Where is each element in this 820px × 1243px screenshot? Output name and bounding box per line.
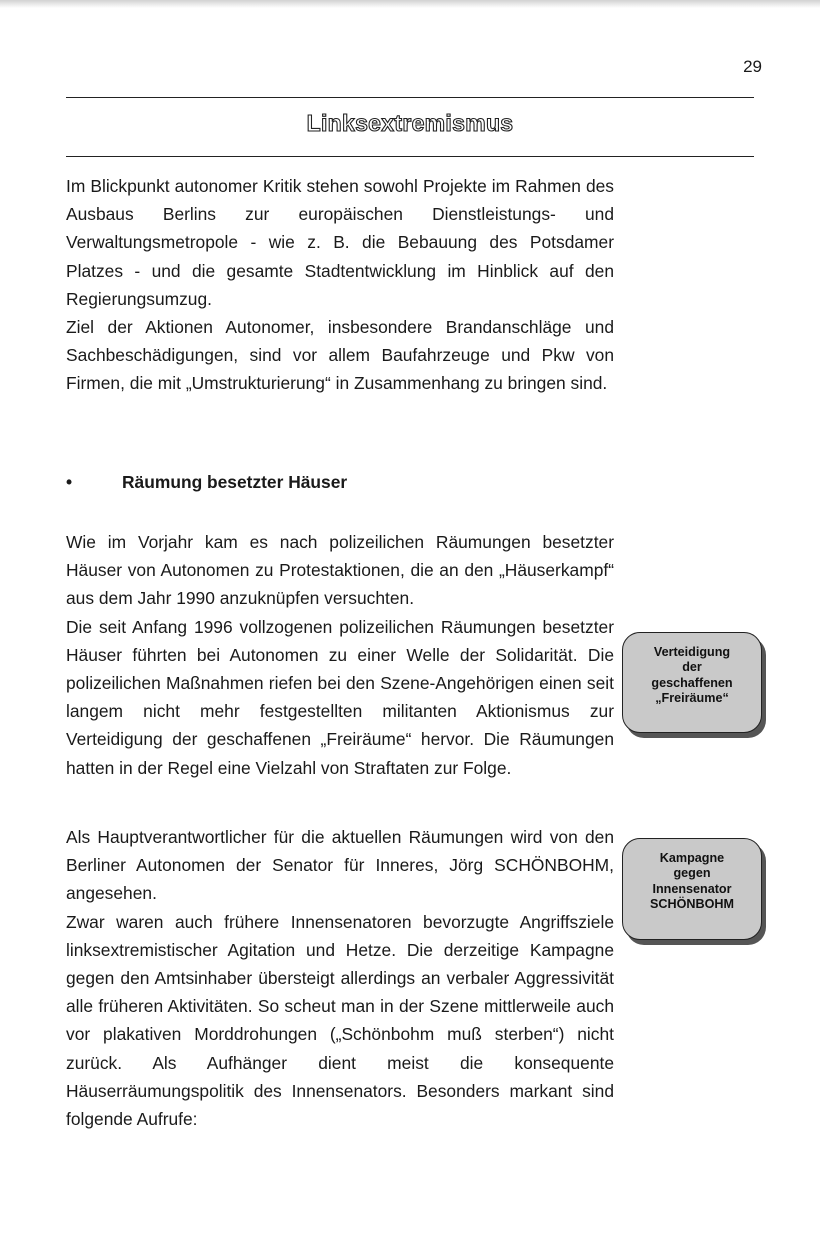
raeumung-text-block bbox=[66, 528, 614, 782]
kampagne-text-block bbox=[66, 823, 614, 1133]
page-number: 29 bbox=[743, 57, 762, 76]
paragraph: Im Blickpunkt autonomer Kritik stehen sowohl Projekte im Rahmen des Ausbaus Berlins zur europäischen Dienstleistungs- und Verwaltungsmetropole - wie z. B. die Bebauung des Potsdamer Platzes - und die gesamte Stadtentwicklung im Hinblick auf den Regierungsumzug. bbox=[66, 176, 614, 309]
callout-line: SCHÖNBOHM bbox=[650, 897, 734, 912]
callout-line: der bbox=[682, 660, 702, 675]
section-heading bbox=[66, 472, 347, 493]
paragraph: Wie im Vorjahr kam es nach polizeilichen Räumungen besetzter Häuser von Autonomen zu Protestaktionen, die an den „Häuserkampf“ aus dem Jahr 1990 anzuknüpfen versuchten. bbox=[66, 532, 614, 609]
callout-line: Verteidigung bbox=[653, 645, 731, 659]
margin-callout-freiraeume bbox=[622, 632, 762, 733]
paragraph: Als Hauptverantwortlicher für die aktuellen Räumungen wird von den Berliner Autonomen der Senator für Inneres, Jörg SCHÖNBOHM, angesehen. bbox=[66, 827, 614, 904]
chapter-title: Linksextremismus bbox=[306, 110, 514, 136]
margin-callout-kampagne bbox=[622, 838, 762, 940]
intro-text-block bbox=[66, 172, 614, 398]
callout-line: Kampagne bbox=[659, 851, 725, 865]
paragraph: Die seit Anfang 1996 vollzogenen polizeilichen Räumungen besetzter Häuser führten bei Autonomen zu einer Welle der Solidarität. Die polizeilichen Maßnahmen riefen bei den Szene-Angehörigen einen seit langem nicht mehr festgestellten militanten Aktionismus zur Verteidigung der geschaffenen „Freiräume“ hervor. Die Räumungen hatten in der Regel eine Vielzahl von Straftaten zur Folge. bbox=[66, 616, 614, 778]
bullet-icon: • bbox=[66, 472, 73, 492]
header-rule-top bbox=[66, 97, 754, 98]
paragraph: Zwar waren auch frühere Innensenatoren bevorzugte Angriffsziele linksextremistischer Agitation und Hetze. Die derzeitige Kampagne gegen den Amtsinhaber übersteigt allerdings an verbaler Aggressivität alle früheren Aktivitäten. So scheut man in der Szene mittlerweile auch vor plakativen Morddrohungen („Schönbohm muß sterben“) nicht zurück. Als Aufhänger dient meist die konsequente Häuserräumungspolitik des Innensenators. Besonders markant sind folgende Aufrufe: bbox=[66, 911, 614, 1130]
section-heading-text: Räumung besetzter Häuser bbox=[122, 472, 348, 492]
callout-line: geschaffenen bbox=[651, 675, 733, 690]
scan-edge-shadow bbox=[0, 0, 820, 8]
paragraph: Ziel der Aktionen Autonomer, insbesondere Brandanschläge und Sachbeschädigungen, sind vor allem Baufahrzeuge und Pkw von Firmen, die mit „Umstrukturierung“ in Zusammenhang zu bringen sind. bbox=[66, 317, 614, 394]
callout-line: gegen bbox=[673, 866, 711, 881]
header-rule-bottom bbox=[66, 156, 754, 157]
callout-line: „Freiräume“ bbox=[655, 691, 729, 706]
callout-line: Innensenator bbox=[652, 881, 732, 896]
